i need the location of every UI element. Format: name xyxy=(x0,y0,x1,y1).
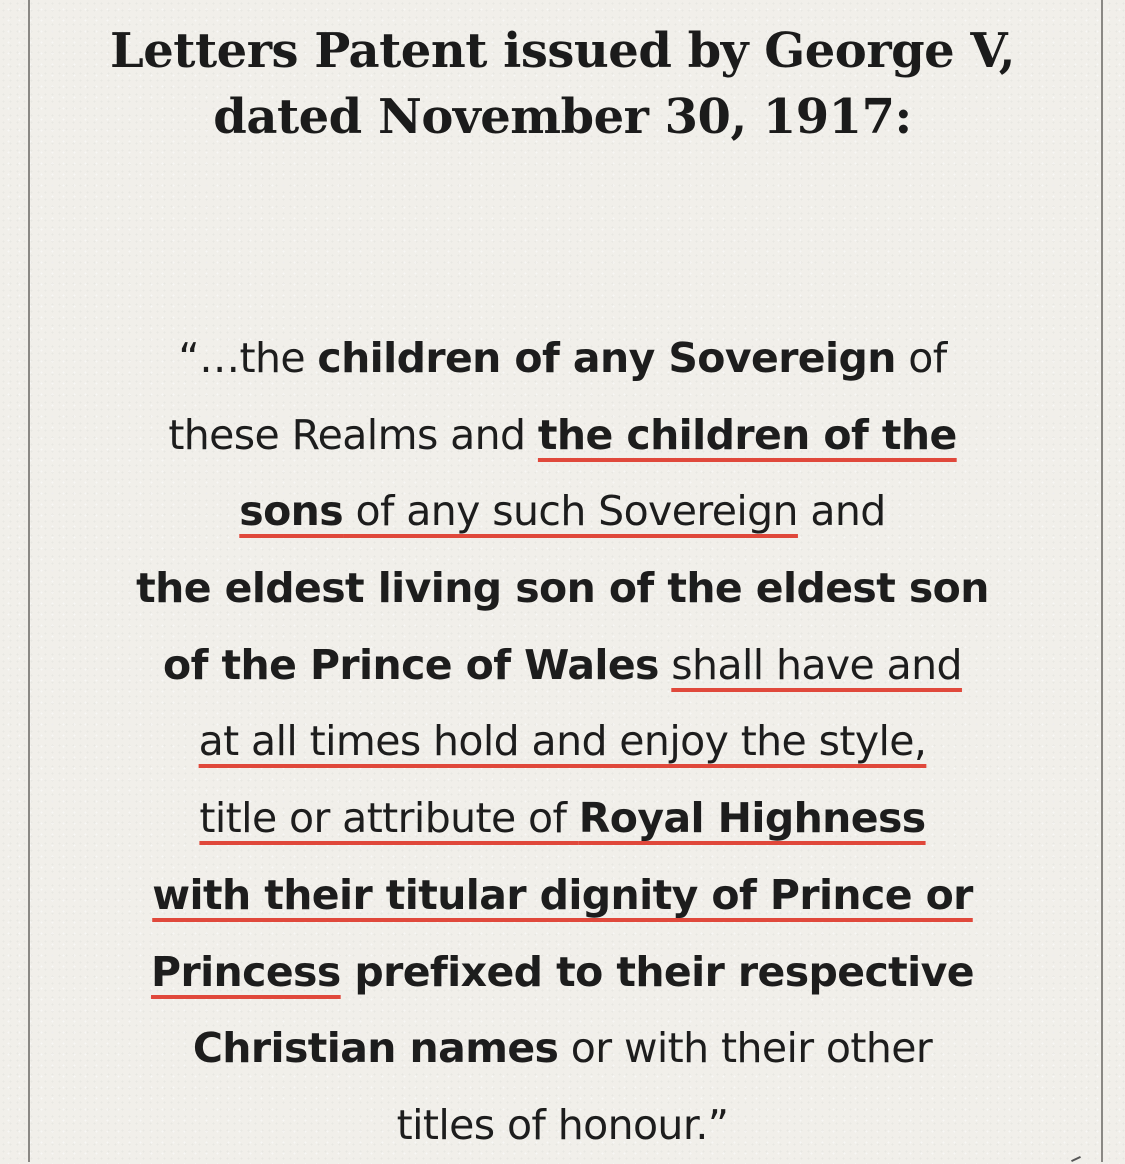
text-segment: of the Prince of Wales xyxy=(163,640,659,689)
quote-line xyxy=(40,780,1085,857)
underlined-text-segment: title or attribute of xyxy=(199,794,579,843)
underlined-text-segment: with their titular dignity of Prince or xyxy=(152,870,973,919)
title-line-1: Letters Patent issued by George V, xyxy=(110,23,1015,79)
quote-line xyxy=(40,627,1085,704)
text-segment: the eldest living son of the eldest son xyxy=(136,564,989,613)
document-title xyxy=(40,18,1085,150)
quote-line xyxy=(40,473,1085,550)
underlined-text-segment: shall have and xyxy=(671,640,962,689)
title-line-2: dated November 30, 1917: xyxy=(213,89,912,145)
text-segment: and xyxy=(797,487,886,536)
quote-line xyxy=(40,934,1085,1011)
text-segment: these Realms and xyxy=(168,410,538,459)
text-segment xyxy=(659,641,671,689)
underlined-text-segment: of any such Sovereign xyxy=(343,487,798,536)
quote-line xyxy=(40,397,1085,474)
text-segment: of xyxy=(895,334,947,382)
quote-line xyxy=(40,320,1085,397)
text-segment: titles of honour.” xyxy=(396,1100,729,1149)
quote-line xyxy=(40,550,1085,627)
quote-block xyxy=(40,320,1085,1164)
underlined-text-segment: Royal Highness xyxy=(578,794,926,843)
quote-line xyxy=(40,1010,1085,1087)
text-segment: or with their other xyxy=(558,1024,933,1073)
text-segment: Christian names xyxy=(192,1024,559,1073)
quote-line xyxy=(40,857,1085,934)
text-segment: “…the xyxy=(178,334,318,382)
underlined-text-segment: the children of the xyxy=(537,410,957,459)
frame-right-border xyxy=(1101,0,1103,1162)
text-segment: children of any Sovereign xyxy=(317,334,896,382)
frame-left-border xyxy=(28,0,30,1162)
quote-line xyxy=(40,703,1085,780)
text-segment: prefixed to their respective xyxy=(340,947,974,996)
underlined-text-segment: sons xyxy=(239,487,344,536)
underlined-text-segment: Princess xyxy=(151,947,341,996)
quote-line xyxy=(40,1087,1085,1164)
underlined-text-segment: at all times hold and enjoy the style, xyxy=(198,717,927,766)
